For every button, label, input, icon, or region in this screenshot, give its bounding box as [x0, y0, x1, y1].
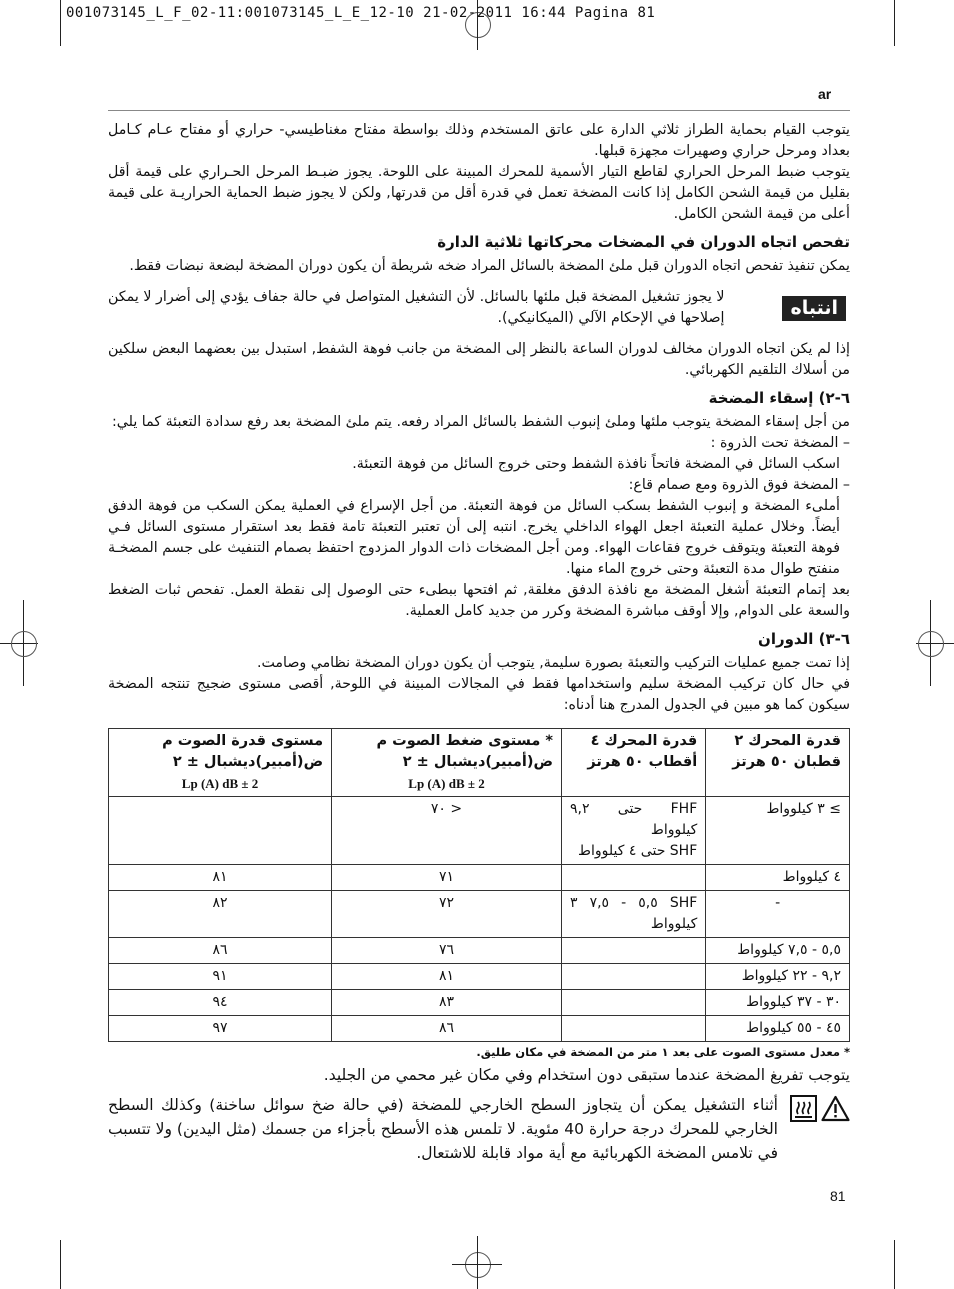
print-slug: 001073145_L_F_02-11:001073145_L_E_12-10 21-02-2011 16:44 Pagina 81: [66, 5, 656, 21]
crop-mark: [477, 1236, 478, 1289]
list-item: – المضخة تحت الذروة :: [710, 435, 850, 451]
table-header: * مستوى ضغط الصوت م ض(أمبير)ديشبال ± ٢ Lp (A) dB ± 2: [332, 729, 562, 797]
warning-icons: [790, 1095, 850, 1165]
table-cell: ٩٤: [109, 990, 332, 1016]
table-cell: ٩١: [109, 964, 332, 990]
table-cell: [561, 938, 705, 964]
attention-note: [108, 287, 850, 329]
table-cell: -: [706, 891, 850, 938]
table-row: [109, 964, 850, 990]
attention-text: لا يجوز تشغيل المضخة قبل ملئها بالسائل. لأن التشغيل المتواصل في حالة جفاف يؤدي إلى أضرار لا يمكن إصلاحها في الإحكام الآلي (الميكانيكي).: [108, 289, 725, 326]
section-heading: ٦-٣) الدوران: [758, 630, 850, 648]
table-cell: ٩٧: [109, 1016, 332, 1042]
table-row: [109, 938, 850, 964]
warning-text: أثناء التشغيل يمكن أن يتجاوز السطح الخارجي للمضخة (في حالة ضخ سوائل ساخنة) وكذلك السطح الخارجي للمحرك درجة حرارة 40 مئوية. لا تلمس هذه الأسطح بأجزاء من جسمك (مثل اليدين) ولا تتسبب في تلامس المضخة الكهربائية مع أية مواد قابلة للاشتعال.: [108, 1096, 778, 1162]
crop-mark: [60, 1240, 61, 1289]
table-cell: [561, 964, 705, 990]
crop-mark: [894, 1240, 895, 1289]
paragraph: من أجل إسقاء المضخة يتوجب ملئها وملئ إنبوب الشفط بالسائل المراد رفعه. يتم ملئ المضخة بعد رفع سدادة التعبئة كما يلي:: [112, 414, 850, 430]
table-cell: ٨٦: [109, 938, 332, 964]
paragraph: يتوجب ضبط المرحل الحراري لقاطع التيار الأسمية للمحرك المبينة على اللوحة. يجوز ضبـط المرحل الحـراري على قيمة أقل بقليل من قيمة الشحن الكامل إذا كانت المضخة تعمل في قدرة أقل من قدرتها, ولكن لا يجوز ضبط الحماية الحراريـة على قيمة أعلى من قيمة الشحن الكامل.: [108, 164, 850, 222]
table-cell: [109, 797, 332, 865]
table-cell: ٧٦: [332, 938, 562, 964]
table-cell: ٨٣: [332, 990, 562, 1016]
table-cell: [561, 1016, 705, 1042]
language-tag: ar: [818, 86, 832, 102]
paragraph: إذا تمت جميع عمليات التركيب والتعبئة بصورة سليمة, يتوجب أن يكون دوران المضخة نظامي وصامت.: [256, 655, 850, 671]
paragraph: إذا لم يكن اتجاه الدوران مخالف لدوران الساعة بالنظر إلى المضخة من جانب فوهة الشفط, استبدل بين بعضهما البعض سلكين من أسلاك التلقيم الكهربائي.: [108, 341, 850, 378]
crop-mark: [452, 1264, 502, 1265]
list-item-text: أملىء المضخة و إنبوب الشفط بسكب السائل من فوهة التعبئة. من أجل الإسراع في العملية يمكن السكب من فوهة الدفق أيضاً. وخلال عملية التعبئة اجعل الهواء الداخلي يخرج. انتبه إلى أن تعتبر التعبئة تامة فقط بعد استقرار مستوى السائل فـي فوهة التعبئة ويتوقف خروج فقاعات الهواء. ومن أجل المضخات ذات الدوار المزدوج احتفظ بصمام التنفيث على جسم المضخـة منفتح طوال مدة التعبئة وحتى خروج الماء منها.: [108, 498, 840, 577]
table-cell: ٤٥ - ٥٥ كيلوواط: [706, 1016, 850, 1042]
section-heading: تفحص اتجاه الدوران في المضخات محركاتها ثلاثية الدارة: [437, 233, 850, 251]
page-number: 81: [830, 1188, 846, 1204]
table-cell: [561, 990, 705, 1016]
table-header: قدرة المحرك ٤ أقطاب ٥٠ هرتز: [561, 729, 705, 797]
table-row: [109, 891, 850, 938]
table-cell: ٧٢: [332, 891, 562, 938]
header-rule: [108, 110, 850, 111]
table-header: قدرة المحرك ٢ قطبان ٥٠ هرتز: [706, 729, 850, 797]
warning-triangle-icon: [821, 1095, 850, 1165]
page-content: [108, 120, 850, 1165]
table-row: [109, 865, 850, 891]
table-cell: ٨١: [109, 865, 332, 891]
paragraph: يتوجب تفريغ المضخة عندما ستبقى دون استخدام وفي مكان غير محمي من الجليد.: [323, 1066, 850, 1084]
table-header: مستوى قدرة الصوت م ض(أمبير)ديشبال ± ٢ Lp (A) dB ± 2: [109, 729, 332, 797]
table-cell: ٧١: [332, 865, 562, 891]
table-cell: ٨٦: [332, 1016, 562, 1042]
noise-table: [108, 728, 850, 1042]
hot-surface-warning: [108, 1093, 850, 1165]
table-cell: ٣٠ - ٣٧ كيلوواط: [706, 990, 850, 1016]
hot-surface-icon: [790, 1095, 817, 1165]
table-cell: ٥,٥ - ٧,٥ كيلوواط: [706, 938, 850, 964]
paragraph: يمكن تنفيذ تفحص اتجاه الدوران قبل ملئ المضخة بالسائل المراد ضخه شريطة أن يكون دوران المضخة لبضعة نبضات فقط.: [129, 258, 850, 274]
paragraph: يتوجب القيام بحماية الطراز ثلاثي الدارة على عاتق المستخدم وذلك بواسطة مفتاح مغناطيسي- حراري أو مفتاح عـام كـامل بعداد ومرحل حراري وصهيرات مجهزة قبلها.: [108, 122, 850, 159]
table-row: [109, 990, 850, 1016]
table-cell: ٩,٢ - ٢٢ كيلوواط: [706, 964, 850, 990]
table-row: [109, 797, 850, 865]
list-item: – المضخة فوق الذروة ومع صمام قاع:: [628, 477, 850, 493]
table-footnote: * معدل مستوى الصوت على بعد ١ متر من المضخة في مكان طليق.: [476, 1045, 850, 1059]
table-header-row: [109, 729, 850, 797]
table-cell: FHF حتى ٩,٢ كيلوواط SHF حتى ٤ كيلوواط: [561, 797, 705, 865]
table-cell: ٨٢: [109, 891, 332, 938]
crop-mark: [60, 0, 61, 46]
registration-circle: [918, 631, 944, 657]
table-cell: ٤ كيلوواط: [706, 865, 850, 891]
table-cell: [561, 865, 705, 891]
section-heading: ٦-٢) إسقاء المضخة: [708, 389, 850, 407]
table-cell: ≥ ٣ كيلوواط: [706, 797, 850, 865]
table-cell: < ٧٠: [332, 797, 562, 865]
crop-mark: [894, 0, 895, 46]
list-item-text: اسكب السائل في المضخة فاتحاً نافذة الشفط وحتى خروج السائل من فوهة التعبئة.: [352, 456, 840, 472]
table-row: [109, 1016, 850, 1042]
table-cell: ٨١: [332, 964, 562, 990]
attention-badge: انتباه: [782, 296, 846, 321]
registration-circle: [465, 1252, 491, 1278]
paragraph: بعد إتمام التعبئة أشغل المضخة مع نافذة الدفق مغلقة, ثم افتحها ببطىء حتى الوصول إلى نقطة العمل. تفحص ثبات الضغط والسعة على الدوام, وإلا أوقف مباشرة المضخة وكرر من جديد كامل العملية.: [108, 582, 850, 619]
registration-circle: [11, 631, 37, 657]
table-cell: SHF ٥,٥ - ٧,٥ ٣ كيلوواط: [561, 891, 705, 938]
paragraph: في حال كان تركيب المضخة سليم واستخدامها فقط في المجالات المبينة في اللوحة, أقصى مستوى ضجيج تنتجه المضخة سيكون كما هو مبين في الجدول المدرج هنا أدناه:: [108, 676, 850, 713]
